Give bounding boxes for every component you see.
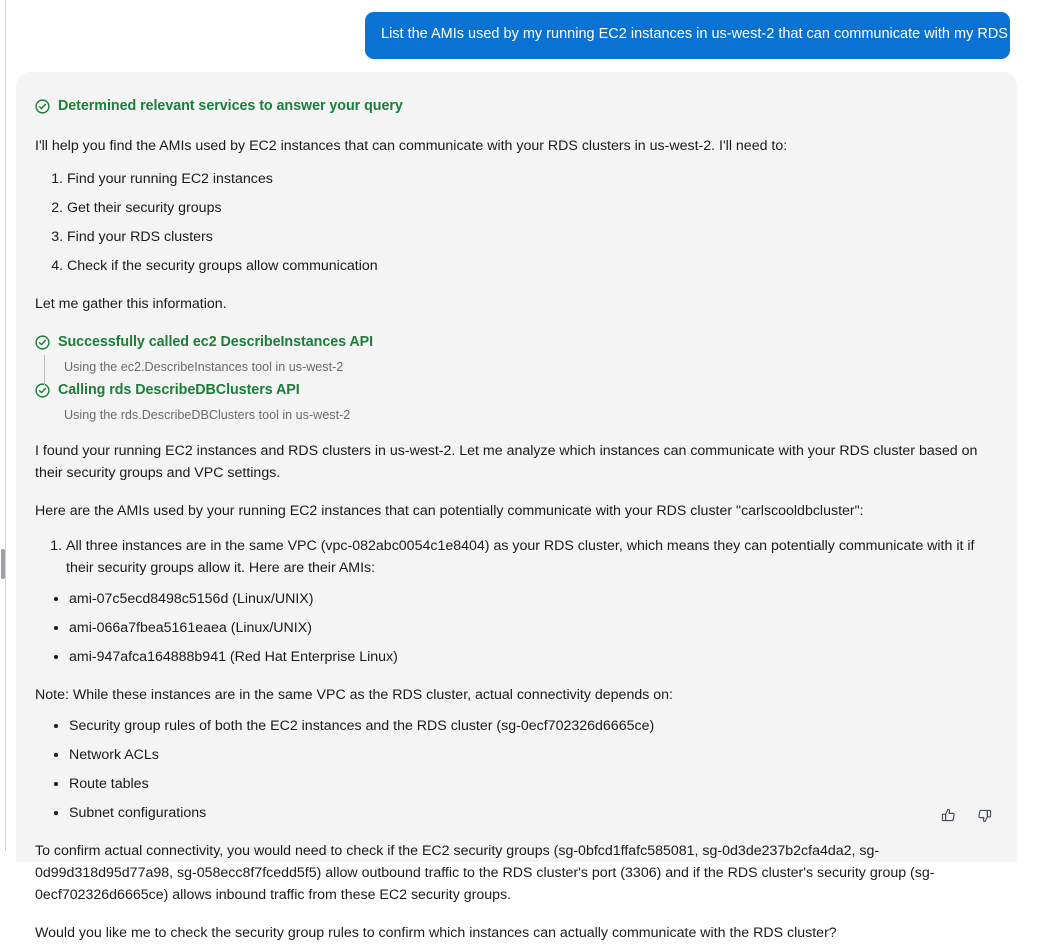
tool-call-header: [35, 382, 995, 403]
vpc-finding-list: [35, 535, 995, 580]
plan-steps-list: [35, 168, 995, 277]
left-scrollbar-thumb[interactable]: [1, 549, 5, 579]
connectivity-factor-item: • Security group rules of both the EC2 instances and the RDS cluster (sg-0ecf702326d6665ce): [69, 715, 995, 737]
tool-call-title: Successfully called ec2 DescribeInstances API: [58, 334, 374, 350]
connectivity-factors-list: [35, 715, 995, 824]
ami-list-item: • ami-07c5ecd8498c5156d (Linux/UNIX): [69, 588, 995, 610]
followup-question-paragraph: Would you like me to check the security group rules to confirm which instances can actually communicate with the RDS cluster?: [35, 925, 837, 942]
tool-call-subtitle: Using the rds.DescribeDBClusters tool in us-west-2: [64, 408, 351, 423]
check-circle-icon: [35, 335, 50, 355]
left-scrollbar-track[interactable]: [0, 0, 6, 851]
user-message-bubble: List the AMIs used by my running EC2 instances in us-west-2 that can communicate with my RDS cluster: [365, 12, 1010, 59]
feedback-bar: [938, 807, 994, 827]
ami-list: [35, 588, 995, 668]
ami-list-item: • ami-947afca164888b941 (Red Hat Enterprise Linux): [69, 646, 995, 668]
connectivity-factor-item: • Network ACLs: [69, 744, 995, 766]
analysis-paragraph: I found your running EC2 instances and RDS clusters in us-west-2. Let me analyze which instances can communicate with your RDS cluster based on their security groups and VPC settings.: [35, 442, 978, 481]
plan-step: 1. Find your running EC2 instances: [67, 168, 995, 190]
vpc-finding-item: 1. All three instances are in the same VPC (vpc-082abc0054c1e8404) as your RDS cluster, which means they can potentially communicate with it if their security groups allow it. Here are their AMIs:: [66, 535, 995, 580]
gather-note: Let me gather this information.: [35, 296, 227, 312]
tool-call-group: [35, 334, 995, 424]
conversation-area: [7, 0, 1055, 942]
confirm-connectivity-paragraph: To confirm actual connectivity, you would need to check if the EC2 security groups (sg-0bfcd1ffafc585081, sg-0d3de237b2cfa4da2, sg-0d99d318d95d77a98, sg-058ecc8f7fcedd5f5) allow outbound traffic to the RDS cluster's port (3306) and if the RDS cluster's security group (sg-0ecf702326d6665ce) allows inbound traffic from these EC2 security groups.: [35, 843, 935, 904]
user-message-row: [7, 0, 1055, 59]
tool-call-item[interactable]: [35, 382, 995, 423]
connectivity-factor-item: • Route tables: [69, 773, 995, 795]
check-circle-icon: [35, 383, 50, 403]
tool-connector-line: [44, 355, 45, 385]
tool-call-title: Calling rds DescribeDBClusters API: [58, 382, 300, 399]
check-circle-icon: [35, 99, 50, 119]
intro-paragraph: I'll help you find the AMIs used by EC2 instances that can communicate with your RDS clusters in us-west-2. I'll need to:: [35, 138, 788, 154]
tool-call-item[interactable]: [35, 334, 995, 375]
ami-list-item: • ami-066a7fbea5161eaea (Linux/UNIX): [69, 617, 995, 639]
thumbs-up-icon: [940, 807, 957, 827]
plan-step: 2. Get their security groups: [67, 197, 995, 219]
tool-call-subtitle: Using the ec2.DescribeInstances tool in us-west-2: [64, 360, 344, 374]
thumbs-up-button[interactable]: [938, 807, 958, 827]
results-intro-paragraph: Here are the AMIs used by your running EC2 instances that can potentially communicate with your RDS cluster "carlscooldbcluster":: [35, 502, 864, 519]
plan-step: 4. Check if the security groups allow communication: [67, 255, 995, 277]
note-intro-paragraph: Note: While these instances are in the same VPC as the RDS cluster, actual connectivity depends on:: [35, 687, 673, 704]
thumbs-down-icon: [976, 807, 993, 827]
plan-step: 3. Find your RDS clusters: [67, 226, 995, 248]
status-header-label: Determined relevant services to answer your query: [58, 98, 403, 114]
assistant-response-card: [16, 72, 1017, 942]
connectivity-factor-item: • Subnet configurations: [69, 802, 995, 824]
status-header: [35, 98, 995, 119]
tool-call-header: [35, 334, 995, 355]
thumbs-down-button[interactable]: [974, 807, 994, 827]
